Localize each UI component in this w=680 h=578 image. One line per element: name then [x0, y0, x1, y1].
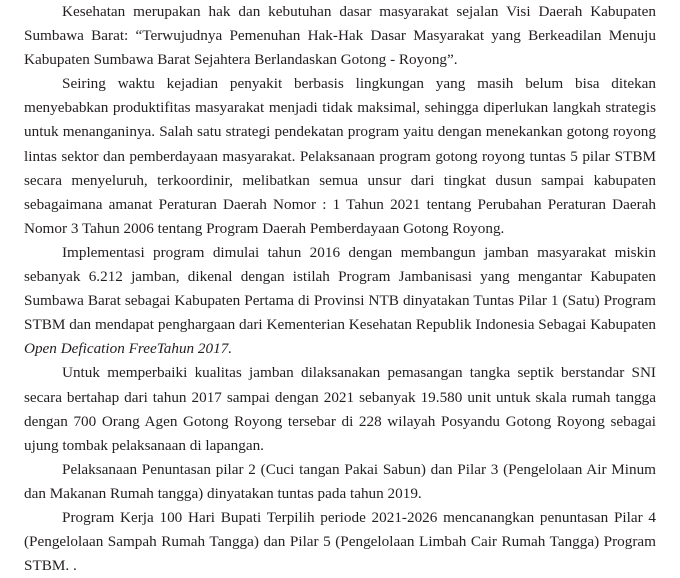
paragraph-program-100-hari	[24, 506, 656, 578]
document-body	[24, 0, 656, 578]
paragraph-italic-text: Open Defication FreeTahun 2017.	[24, 340, 233, 358]
paragraph-text: Kesehatan merupakan hak dan kebutuhan dasar masyarakat sejalan Visi Daerah Kabupaten Sumbawa Barat: “Terwujudnya Pemenuhan Hak-Hak Dasar Masyarakat yang Berkeadilan Menuju Kabupaten Sumbawa Barat Sejahtera Berlandaskan Gotong - Royong”.	[24, 3, 656, 69]
paragraph-tangki-septik	[24, 361, 656, 457]
paragraph-pilar-2-3	[24, 458, 656, 506]
paragraph-visi-daerah	[24, 0, 656, 72]
paragraph-implementasi-jambanisasi	[24, 241, 656, 361]
paragraph-text: Program Kerja 100 Hari Bupati Terpilih periode 2021-2026 mencanangkan penuntasan Pilar 4 (Pengelolaan Sampah Rumah Tangga) dan Pilar 5 (Pengelolaan Limbah Cair Rumah Tangga) Program STBM. .	[24, 508, 656, 575]
paragraph-text: Seiring waktu kejadian penyakit berbasis lingkungan yang masih belum bisa ditekan menyebabkan produktifitas masyarakat menjadi tidak maksimal, sehingga diperlukan langkah strategis untuk menanganinya. Salah satu strategi pendekatan program yaitu dengan menekankan gotong royong lintas sektor dan pemberdayaan masyarakat. Pelaksanaan program gotong royong tuntas 5 pilar STBM secara menyeluruh, terkoordinir, melibatkan semua unsur dari tingkat dusun sampai kabupaten sebagaimana amanat Peraturan Daerah Nomor : 1 Tahun 2021 tentang Perubahan Peraturan Daerah Nomor 3 Tahun 2006 tentang Program Daerah Pemberdayaan Gotong Royong.	[24, 75, 656, 237]
paragraph-text: Untuk memperbaiki kualitas jamban dilaksanakan pemasangan tangka septik berstandar SNI secara bertahap dari tahun 2017 sampai dengan 2021 sebanyak 19.580 unit untuk skala rumah tangga dengan 700 Orang Agen Gotong Royong tersebar di 228 wilayah Posyandu Gotong Royong sebagai ujung tombak pelaksanaan di lapangan.	[24, 364, 656, 454]
paragraph-text: Implementasi program dimulai tahun 2016 dengan membangun jamban masyarakat miskin sebanyak 6.212 jamban, dikenal dengan istilah Program Jambanisasi yang mengantar Kabupaten Sumbawa Barat sebagai Kabupaten Pertama di Provinsi NTB dinyatakan Tuntas Pilar 1 (Satu) Program STBM dan mendapat penghargaan dari Kementerian Kesehatan Republik Indonesia Sebagai Kabupaten	[24, 243, 656, 334]
paragraph-text: Pelaksanaan Penuntasan pilar 2 (Cuci tangan Pakai Sabun) dan Pilar 3 (Pengelolaan Air Minum dan Makanan Rumah tangga) dinyatakan tuntas pada tahun 2019.	[24, 460, 656, 502]
paragraph-strategi-gotong-royong	[24, 72, 656, 241]
